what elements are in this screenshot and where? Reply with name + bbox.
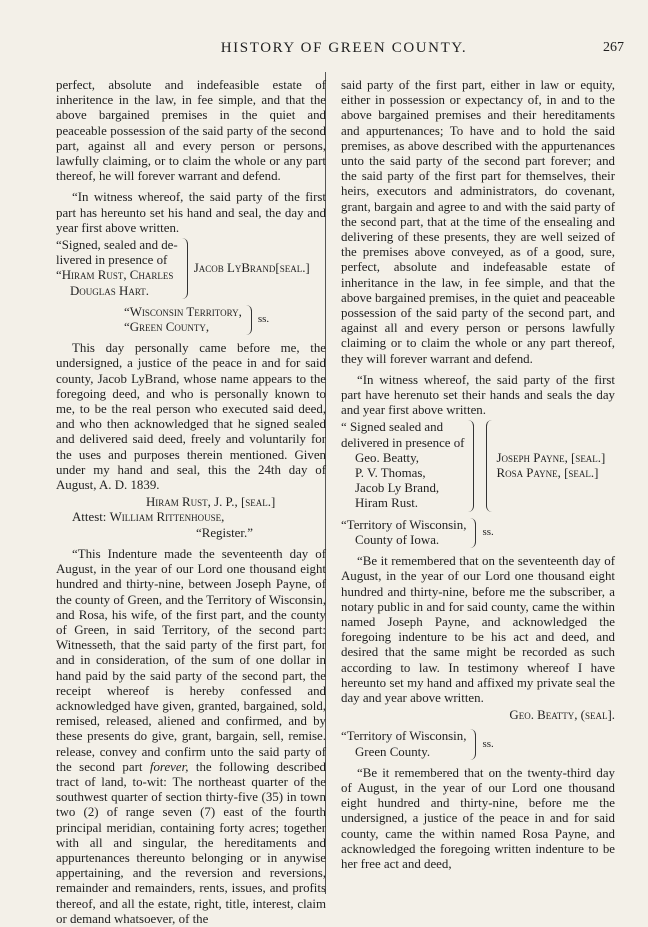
grantor-signature: Jacob LyBrand[seal.] [193, 260, 310, 275]
attest-name: William Rittenhouse, [109, 510, 225, 525]
paragraph: “In witness whereof, the said party of the first part have herenuto set their hands and seals the day and year first above written. [341, 372, 615, 418]
paragraph: said party of the first part, either in law or equity, either in possession or expectancy of, in and to the above bargained premises and their hereditaments and appurtenances; To have and to hold the said premises, as above described with the appurtenances unto the said party of the second part forever; and the said party of the first part for themselves, their heirs, executors and administrators, do covenant, grant, bargain and agree to and with the said party of the second part, that at the time of the ensealing and delivering of these presents, they are well seized of the premises above conveyed, as of a good, sure, perfect, absolute and indefeasable estate of inheritance in the law, in fee simple, and that the above bargained premises, in the quiet and peaceable possession of the said party of the second part, and against all and every person or persons lawfully claiming or to claim the whole or any part thereof, they will forever warrant and defend. [341, 78, 615, 366]
venue-line: “Territory of Wisconsin, [341, 517, 467, 532]
venue-line: “Territory of Wisconsin, [341, 729, 467, 744]
venue-line: “Green County, [124, 320, 210, 335]
paragraph: “Be it remembered that on the seventeenth day of August, in the year of our Lord one thousand eight hundred and thirty-nine, before me the subscriber, a notary public in and for said county, came the within named Joseph Payne, and acknowledged the foregoing indenture to be his act and deed, and desired that the same might be recorded as such according to law. In testimony whereof I have hereunto set my hand and affixed my private seal the day and year above written. [341, 554, 615, 705]
signature-line: Douglas Hart. [70, 283, 150, 298]
paragraph: perfect, absolute and indefeasible estate of inheritence in the law, in fee simple, and that the above bargained premises in the quiet and peaceable possession of the said party of the second part, against all and every person or persons, lawfully claiming, or to claim the whole or any part thereof, he will forever warrant and defend. [56, 78, 326, 184]
attest-label: Attest: [72, 510, 107, 525]
notary-signature: Geo. Beatty, (seal]. [509, 708, 615, 723]
paragraph: “Be it remembered that on the twenty-third day of August, in the year of our Lord one thousand eight hundred and thirty-nine, before me the undersigned, a justice of the peace in and for said county, came the within named Rosa Payne, and acknowledged the foregoing written indenture to be her free act and deed, [341, 765, 615, 871]
signature-line: livered in presence of [56, 253, 168, 268]
grantor-signature: Joseph Payne, [seal.] [496, 450, 606, 465]
brace [486, 420, 492, 511]
attest-line [56, 510, 326, 525]
venue-line: Green County. [355, 744, 431, 759]
notary-signature-block [341, 708, 615, 723]
witness-name: Geo. Beatty, [355, 450, 419, 465]
signature-line: “ Signed sealed and [341, 420, 444, 435]
indenture-emphasis: forever, [149, 759, 189, 774]
signature-block [56, 238, 326, 299]
signature-block [341, 420, 615, 511]
running-header [64, 40, 624, 60]
witness-name: Hiram Rust. [355, 496, 419, 511]
attestation-block [56, 495, 326, 541]
paragraph: “In witness whereof, the said party of the first part has hereunto set his hand and seal, the day and year first above written. [56, 190, 326, 235]
venue-block [341, 518, 615, 548]
right-column [341, 78, 615, 872]
paragraph [56, 547, 326, 927]
venue-line: “Wisconsin Territory, [124, 304, 242, 319]
signature-line: delivered in presence of [341, 435, 465, 450]
scilicet: ss. [482, 526, 494, 539]
venue-line: County of Iowa. [355, 532, 440, 547]
register-title: “Register.” [196, 525, 253, 540]
running-title: HISTORY OF GREEN COUNTY. [220, 40, 468, 56]
left-column [56, 78, 326, 927]
brace [470, 729, 476, 759]
brace [182, 238, 188, 299]
paragraph: This day personally came before me, the undersigned, a justice of the peace in and for said county, Jacob LyBrand, whose name appears to the foregoing deed, and who is personally known to me, to be the real person who executed said deed, and who then acknowledged that he signed sealed and delivered said deed, freely and voluntarily for the uses and purposes therein mentioned. Given under my hand and seal, this the 24th day of August, A. D. 1839. [56, 341, 326, 493]
brace [470, 518, 476, 548]
justice-signature: Hiram Rust, J. P., [seal.] [146, 495, 276, 510]
signature-line: “Hiram Rust, Charles [56, 268, 174, 283]
witness-name: Jacob Ly Brand, [355, 481, 440, 496]
venue-block [56, 305, 326, 335]
brace [468, 420, 474, 511]
scilicet: ss. [257, 313, 270, 326]
grantor-signature: Rosa Payne, [seal.] [496, 466, 599, 481]
scilicet: ss. [482, 737, 494, 750]
indenture-text: the following described tract of land, to-wit: The northeast quarter of the southwest quarter of section thirty-five (35) in town two (2) of range seven (7) east of the fourth principal meridian, containing forty acres; together with all and singular, the hereditaments and appurtenances thereunto belonging or in anywise appertaining, and the reversion and reversions, remainder and remainders, rents, issues, and profits thereof, and all the estate, right, title, interest, claim or demand whatsoever, of the [56, 759, 326, 926]
witness-name: P. V. Thomas, [355, 466, 426, 481]
brace [246, 305, 252, 335]
signature-line: “Signed, sealed and de- [56, 238, 178, 253]
page-number: 267 [603, 40, 624, 55]
indenture-text: “This Indenture made the seventeenth day of August, in the year of our Lord one thousand eight hundred and thirty-nine, between Joseph Payne, of the county of Green, and the Territory of Wisconsin, and Rosa, his wife, of the first part, and the county of Green, in said Territory, of the second part: Witnesseth, that the said party of the first part, for and in consideration, of the sum of one dollar in hand paid by the said party of the second part, the receipt whereof is hereby confessed and acknowledged have given, granted, bargained, sold, remised, released, aliened and confirmed, and by these presents do give, grant, bargain, sell, remise. release, convey and confirm unto the said party of the second part [56, 546, 326, 774]
venue-block [341, 729, 615, 759]
